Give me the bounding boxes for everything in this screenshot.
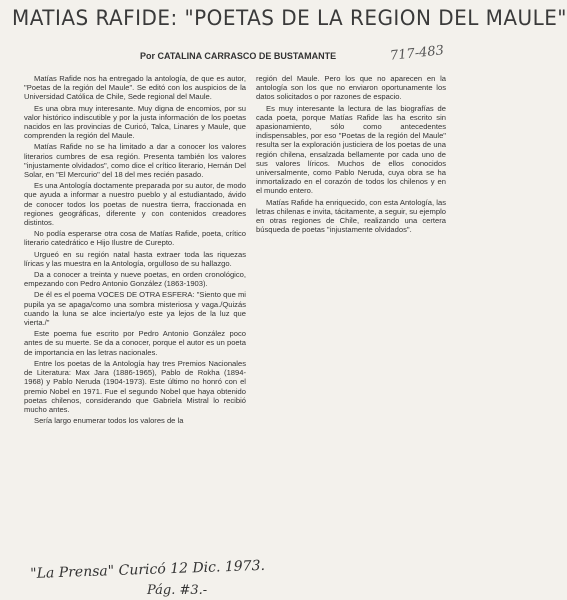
article-paragraph: Es muy interesante la lectura de las biografías de cada poeta, porque Matías Rafide las ha escrito sin apasionamiento, sólo como antecedentes indispensables, por eso "Poetas de la región del Maule" resulta ser la exploración justiciera de los poetas de una región chilena, ensalzada bellamente por cada uno de sus valores líricos. Muchos de ellos conocidos universalmente, como Pablo Neruda, cuya obra se ha inmortalizado en el corazón de todos los chilenos y en el mundo entero. [256, 103, 446, 196]
article-paragraph: Matías Rafide no se ha limitado a dar a conocer los valores literarios cumbres de esa región. Presenta también los valores "injustamente olvidados", como dice el crítico literario, Hernán Del Solar, en "El Mercurio" del 18 del mes recién pasado. [24, 142, 246, 180]
article-byline: Por CATALINA CARRASCO DE BUSTAMANTE [140, 51, 337, 61]
article-paragraph: No podía esperarse otra cosa de Matías Rafide, poeta, crítico literario catedrático e Hijo Ilustre de Curepto. [24, 229, 246, 248]
article-headline: MATIAS RAFIDE: "POETAS DE LA REGION DEL MAULE" [12, 6, 567, 31]
article-column-left [24, 74, 246, 427]
article-paragraph: Sería largo enumerar todos los valores de la [34, 416, 184, 426]
article-paragraph: Este poema fue escrito por Pedro Antonio González poco antes de su muerte. Se da a conocer, porque el autor es un poeta de importancia en las letras nacionales. [24, 329, 246, 357]
article-paragraph: De él es el poema VOCES DE OTRA ESFERA: "Siento que mi pupila ya se apaga/como una sombra misteriosa y vaga./Quizás cuando la luna se alce incierta/yo este ya lejos de la luz que vierta./" [24, 290, 246, 328]
article-paragraph: Es una Antología doctamente preparada por su autor, de modo que ayuda a informar a nuestro pueblo y al estudiantado, ávido de conocer todos los poetas de nuestra tierra, fraccionada en regiones geográficas, diferente y con contenidos creadores distintos. [24, 181, 246, 228]
article-paragraph: Matías Rafide ha enriquecido, con esta Antología, las letras chilenas e invita, tácitamente, a seguir, su ejemplo en otras regiones de Chile, realizando una certera búsqueda de poetas "injustamente olvidados". [256, 197, 446, 235]
article-paragraph: Urgueó en su región natal hasta extraer toda las riquezas líricas y las muestra en la Antología, orgulloso de su hallazgo. [24, 249, 246, 268]
article-paragraph: región del Maule. Pero los que no aparecen en la antología son los que no enviaron oportunamente los datos solicitados o por razones de espacio. [256, 74, 446, 102]
handwritten-page-note: Pág. #3.- [147, 583, 208, 598]
article-paragraph: Matías Rafide nos ha entregado la antología, de que es autor, "Poetas de la región del Maule". Se editó con los auspicios de la Universidad Católica de Chile, Sede regional del Maule. [24, 74, 246, 102]
article-paragraph: Es una obra muy interesante. Muy digna de encomios, por su valor histórico indiscutible y por la justa información de los poetas nacidos en las provincias de Curicó, Talca, Linares y Maule, que comprenden la región del Maule. [24, 103, 246, 141]
article-column-right [256, 74, 446, 236]
handwritten-source-note: "La Prensa" Curicó 12 Dic. 1973. [30, 557, 266, 582]
article-paragraph: Da a conocer a treinta y nueve poetas, en orden cronológico, empezando con Pedro Antonio González (1863-1903). [24, 270, 246, 289]
archive-reference-number: 717-483 [389, 43, 445, 64]
article-paragraph: Entre los poetas de la Antología hay tres Premios Nacionales de Literatura: Max Jara (1886-1965), Pablo de Rokha (1894-1968) y Pablo Neruda (1904-1973). Este último no honró con el premio Nobel en 1971. Fue el segundo Nobel que haya obtenido poetas chilenos, considerando que Gabriela Mistral lo recibió mucho antes. [24, 358, 246, 414]
